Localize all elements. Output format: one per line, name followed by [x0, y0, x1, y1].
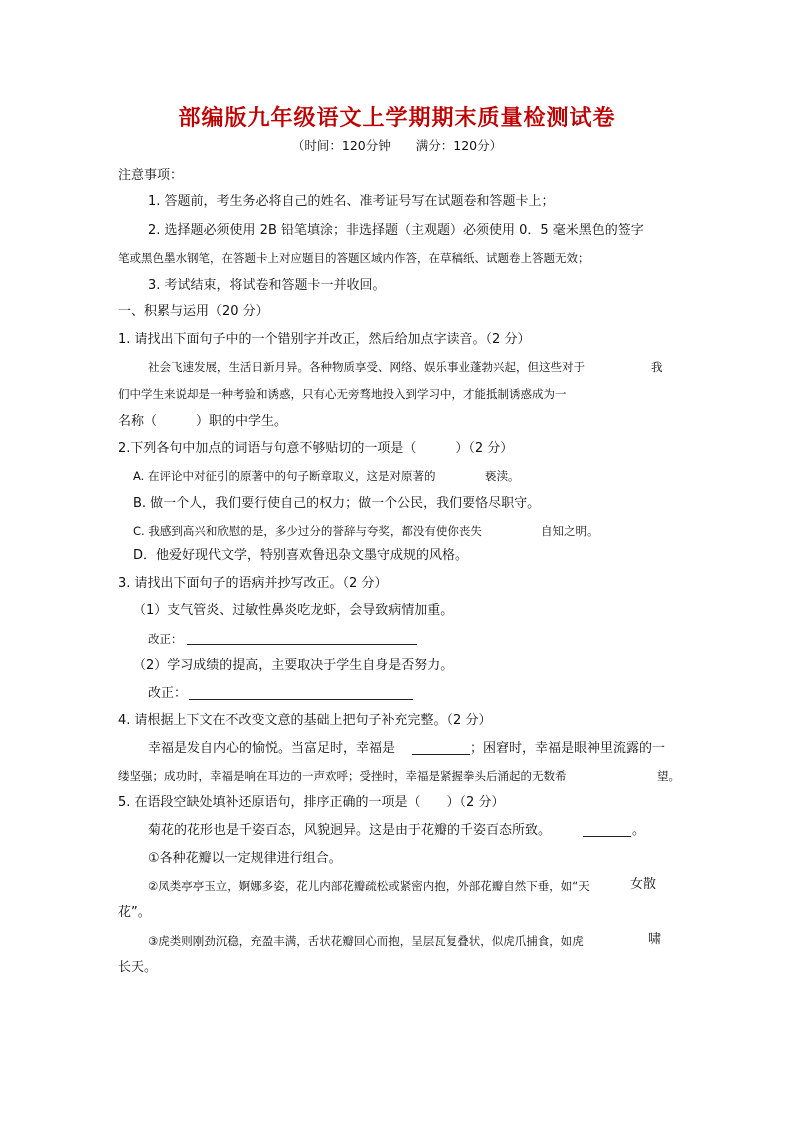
q2-option-b: B. 做一个人，我们要行使自己的权力；做一个公民，我们要恪尽职守。: [133, 496, 541, 511]
notice-item-1: 1. 答题前，考生务必将自己的姓名、准考证号写在试题卷和答题卡上；: [148, 194, 555, 209]
q2-stem: 2.下列各句中加点的词语与句意不够贴切的一项是（ ）（2 分）: [118, 441, 514, 456]
q3-sentence-1: （1）支气管炎、过敏性鼻炎吃龙虾，会导致病情加重。: [133, 603, 454, 618]
q5-passage: 菊花的花形也是千姿百态，风貌迥异。这是由于花瓣的千姿百态所致。: [148, 823, 552, 838]
q3-stem: 3. 请找出下面句子的语病并抄写改正。（2 分）: [118, 576, 388, 591]
q5-answer-blank[interactable]: [583, 836, 631, 837]
q1-passage-line1-tail: 我: [651, 360, 663, 374]
q2-option-a-tail: 亵渎。: [485, 469, 520, 483]
q2-option-c-tail: 自知之明。: [541, 524, 599, 538]
q5-option-2-tail: 女散: [630, 877, 657, 892]
notice-heading: 注意事项：: [118, 168, 184, 183]
q5-option-2-cont: 花”。: [118, 905, 151, 920]
q2-option-a: A. 在评论中对征引的原著中的句子断章取义，这是对原著的: [133, 469, 436, 483]
q1-stem: 1. 请找出下面句子中的一个错别字并改正，然后给加点字读音。（2 分）: [118, 332, 531, 347]
q5-option-2: ②凤类亭亭玉立，婀娜多姿，花儿内部花瓣疏松或紧密内抱，外部花瓣自然下垂，如“天: [148, 879, 590, 893]
q1-passage-line3: 名称（ ）职的中学生。: [118, 414, 288, 429]
q5-passage-end: 。: [632, 823, 646, 838]
q5-stem: 5. 在语段空缺处填补还原语句，排序正确的一项是（ ）（2 分）: [118, 795, 505, 810]
q3-fix-label-2: 改正：: [148, 686, 188, 701]
q4-passage-line2: 缕坚强；成功时，幸福是响在耳边的一声欢呼；受挫时，幸福是紧握拳头后涌起的无数希: [118, 769, 567, 783]
q5-option-3: ③虎类则刚劲沉稳，充盈丰满，舌状花瓣回心而抱，呈层瓦复叠状，似虎爪捕食，如虎: [148, 934, 584, 948]
q4-passage-line1b: ；困窘时，幸福是眼神里流露的一: [470, 741, 666, 756]
notice-item-2: 2. 选择题必须使用 2B 铅笔填涂；非选择题（主观题）必须使用 0．5 毫米黑色的签字: [148, 223, 644, 238]
q3-sentence-2: （2）学习成绩的提高，主要取决于学生自身是否努力。: [133, 658, 454, 673]
q3-fix-label-1: 改正：: [148, 632, 183, 646]
notice-item-2-cont: 笔或黑色墨水钢笔，在答题卡上对应题目的答题区域内作答，在草稿纸、试题卷上答题无效；: [118, 251, 590, 265]
q2-option-c: C. 我感到高兴和欣慰的是，多少过分的誉辞与夸奖，都没有使你丧失: [133, 524, 482, 538]
notice-item-3: 3. 考试结束，将试卷和答题卡一并收回。: [148, 278, 386, 293]
q3-answer-line-1[interactable]: [187, 644, 417, 645]
q1-passage-line2: 们中学生来说却是一种考验和诱惑，只有心无旁骛地投入到学习中，才能抵制诱惑成为一: [118, 387, 567, 401]
q2-option-d: D．他爱好现代文学，特别喜欢鲁迅杂文墨守成规的风格。: [133, 548, 469, 563]
q5-option-3-cont: 长天。: [118, 960, 158, 975]
q4-stem: 4. 请根据上下文在不改变文意的基础上把句子补充完整。（2 分）: [118, 713, 492, 728]
q4-passage-line1a: 幸福是发自内心的愉悦。当富足时，幸福是: [148, 741, 396, 756]
section-1-heading: 一、积累与运用（20 分）: [118, 304, 269, 319]
q4-answer-blank[interactable]: [412, 754, 470, 755]
q1-passage-line1: 社会飞速发展，生活日新月异。各种物质享受、网络、娱乐事业蓬勃兴起，但这些对于: [148, 360, 585, 374]
exam-time-score: （时间：120分钟 满分：120分）: [291, 138, 503, 153]
q4-passage-line2-tail: 望。: [657, 769, 680, 783]
q5-option-3-tail: 啸: [648, 932, 662, 947]
page-title: 部编版九年级语文上学期期末质量检测试卷: [178, 105, 616, 131]
q5-option-1: ①各种花瓣以一定规律进行组合。: [148, 851, 342, 866]
q3-answer-line-2[interactable]: [189, 699, 413, 700]
